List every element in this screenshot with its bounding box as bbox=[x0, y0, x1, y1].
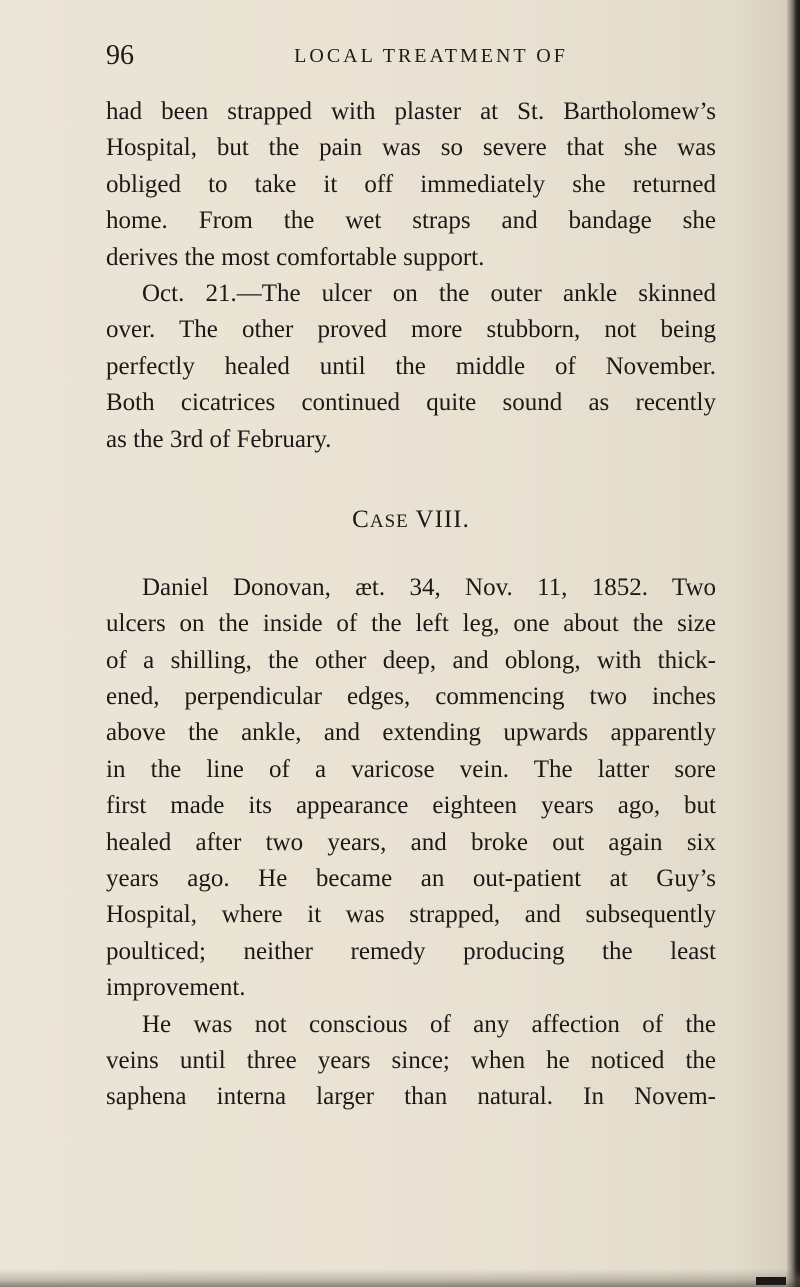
text-line: improvement. bbox=[106, 974, 246, 1002]
text-line: veins until three years since; when he noticed the bbox=[106, 1046, 716, 1074]
text-line: ened, perpendicular edges, commencing two inches bbox=[106, 683, 716, 711]
text-line: home. From the wet straps and bandage she bbox=[106, 207, 716, 235]
text-line: above the ankle, and extending upwards apparently bbox=[106, 719, 716, 747]
text-line: as the 3rd of February. bbox=[106, 425, 332, 453]
text-line: had been strapped with plaster at St. Bartholomew’s bbox=[106, 98, 716, 125]
paragraph-4 bbox=[106, 1007, 716, 1116]
heading-initial: C bbox=[352, 505, 370, 533]
paragraph-2 bbox=[106, 276, 716, 458]
text-line: of a shilling, the other deep, and oblong, with thick- bbox=[106, 646, 716, 674]
text-line: Oct. 21.—The ulcer on the outer ankle skinned bbox=[142, 279, 716, 307]
page-bottom-shadow bbox=[0, 1269, 800, 1287]
body-text bbox=[106, 94, 716, 1116]
paragraph-1 bbox=[106, 94, 716, 276]
text-line: years ago. He became an out-patient at Guy’s bbox=[106, 865, 716, 893]
text-line: poulticed; neither remedy producing the least bbox=[106, 937, 716, 965]
binding-shadow bbox=[786, 0, 800, 1287]
text-line: healed after two years, and broke out again six bbox=[106, 828, 716, 856]
text-line: Daniel Donovan, æt. 34, Nov. 11, 1852. Two bbox=[142, 573, 716, 601]
text-line: over. The other proved more stubborn, not being bbox=[106, 316, 716, 344]
text-line: He was not conscious of any affection of the bbox=[142, 1010, 716, 1038]
scan-smudge bbox=[756, 1277, 786, 1285]
page-header bbox=[106, 36, 716, 76]
running-head: LOCAL TREATMENT OF bbox=[294, 45, 568, 67]
paragraph-3 bbox=[106, 570, 716, 1007]
heading-small-caps: ASE bbox=[369, 510, 409, 532]
heading-numeral: VIII. bbox=[408, 505, 470, 533]
text-line: derives the most comfortable support. bbox=[106, 243, 485, 271]
text-line: ulcers on the inside of the left leg, one about the size bbox=[106, 610, 716, 638]
text-line: in the line of a varicose vein. The latter sore bbox=[106, 755, 716, 783]
text-line: Both cicatrices continued quite sound as recently bbox=[106, 389, 716, 417]
text-line: saphena interna larger than natural. In Novem- bbox=[106, 1083, 716, 1111]
text-line: obliged to take it off immediately she returned bbox=[106, 170, 716, 198]
case-heading bbox=[106, 502, 716, 540]
page-number: 96 bbox=[106, 40, 134, 71]
text-line: perfectly healed until the middle of November. bbox=[106, 352, 716, 380]
text-line: Hospital, but the pain was so severe that she was bbox=[106, 134, 716, 162]
text-line: Hospital, where it was strapped, and subsequently bbox=[106, 901, 716, 929]
text-line: first made its appearance eighteen years ago, but bbox=[106, 792, 716, 820]
